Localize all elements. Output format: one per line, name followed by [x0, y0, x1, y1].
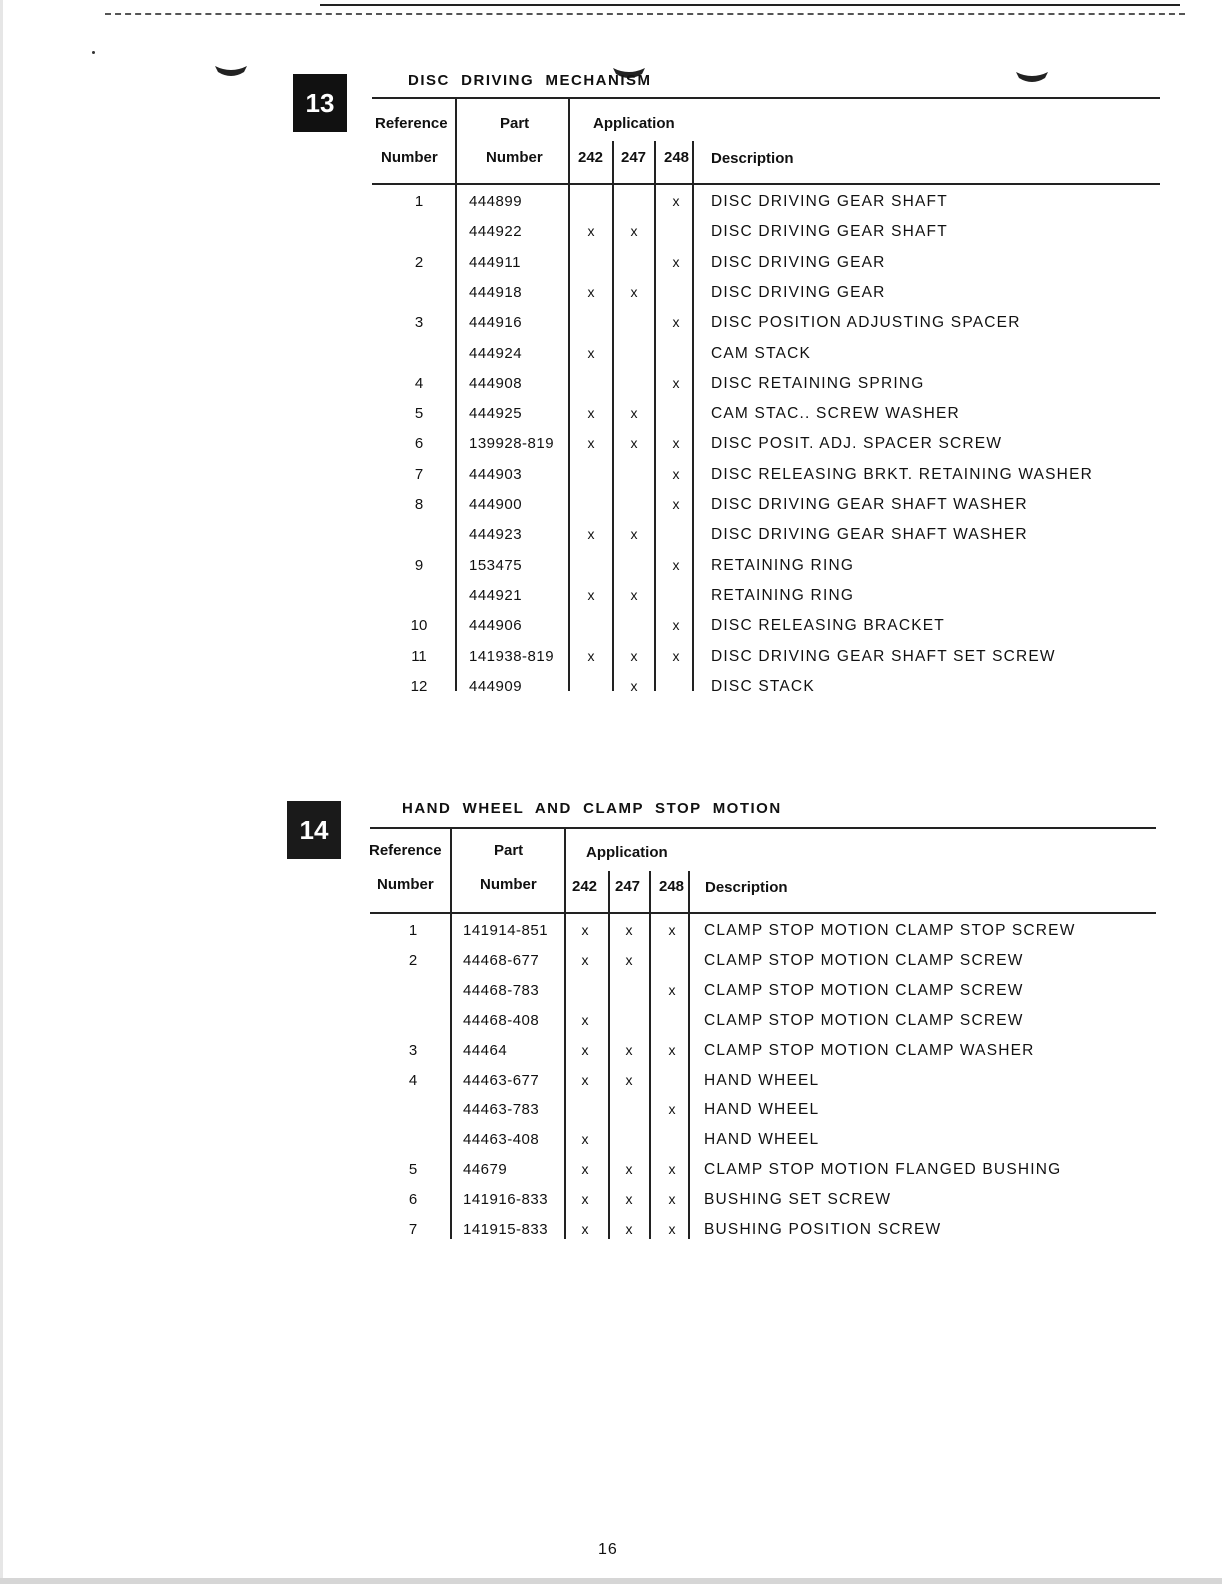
description-cell: BUSHING SET SCREW	[704, 1191, 892, 1209]
application-248-cell: x	[668, 1191, 676, 1208]
part-number-cell: 444903	[469, 465, 523, 483]
part-number-cell: 44468-783	[463, 981, 540, 999]
table-row	[370, 916, 1156, 946]
application-247-cell: x	[625, 1041, 633, 1058]
part-number-cell: 44463-408	[463, 1131, 540, 1149]
header-description: Description	[711, 150, 794, 167]
application-248-cell: x	[672, 496, 680, 512]
table-row	[372, 369, 1160, 399]
header-model-242: 242	[572, 878, 598, 895]
table-row	[372, 551, 1160, 581]
header-number: Number	[381, 149, 438, 166]
header-part-number: Number	[486, 149, 543, 166]
description-cell: DISC STACK	[711, 677, 815, 695]
table-row	[372, 308, 1160, 338]
description-cell: DISC DRIVING GEAR	[711, 253, 886, 271]
part-number-cell: 141938-819	[469, 647, 555, 665]
header-part: Part	[494, 842, 524, 859]
application-247-cell: x	[625, 1161, 633, 1178]
header-model-248: 248	[659, 878, 685, 895]
application-242-cell: x	[581, 1131, 589, 1148]
reference-number-cell: 4	[414, 374, 424, 392]
application-242-cell: x	[587, 405, 595, 422]
table-row	[370, 1185, 1156, 1215]
application-248-cell: x	[672, 617, 680, 634]
part-number-cell: 44679	[463, 1161, 508, 1179]
description-cell: DISC RELEASING BRKT. RETAINING WASHER	[711, 465, 1094, 483]
table-row	[372, 217, 1160, 247]
part-number-cell: 141914-851	[463, 922, 549, 939]
header-model-248: 248	[664, 149, 690, 166]
top-border-line	[320, 4, 1180, 6]
description-cell: CLAMP STOP MOTION CLAMP SCREW	[704, 951, 1024, 969]
part-number-cell: 444909	[469, 677, 523, 695]
description-cell: DISC DRIVING GEAR SHAFT	[711, 223, 948, 241]
parts-table-14	[370, 827, 1156, 1247]
top-dashed-rule	[105, 13, 1185, 15]
reference-number-cell: 1	[414, 193, 424, 210]
part-number-cell: 444908	[469, 374, 523, 392]
application-247-cell: x	[625, 1071, 633, 1088]
part-number-cell: 444906	[469, 617, 523, 635]
reference-number-cell: 7	[408, 1221, 418, 1238]
section-badge-13: 13	[293, 74, 347, 132]
table-row	[372, 399, 1160, 429]
part-number-cell: 141915-833	[463, 1221, 549, 1238]
section-title-14: HAND WHEEL AND CLAMP STOP MOTION	[402, 800, 782, 817]
description-cell: DISC DRIVING GEAR SHAFT	[711, 193, 948, 210]
application-242-cell: x	[581, 1011, 589, 1028]
application-242-cell: x	[587, 344, 595, 361]
reference-number-cell: 3	[408, 1041, 418, 1059]
part-number-cell: 44464	[463, 1041, 508, 1059]
application-248-cell: x	[672, 374, 680, 391]
header-model-242: 242	[578, 149, 604, 166]
application-242-cell: x	[587, 435, 595, 452]
description-cell: HAND WHEEL	[704, 1101, 820, 1119]
application-247-cell: x	[630, 223, 638, 240]
part-number-cell: 44463-783	[463, 1101, 540, 1119]
application-247-cell: x	[625, 1221, 633, 1237]
application-247-cell: x	[630, 405, 638, 422]
header-application: Application	[593, 115, 675, 132]
application-242-cell: x	[587, 223, 595, 240]
application-248-cell: x	[672, 314, 680, 331]
description-cell: CAM STAC.. SCREW WASHER	[711, 405, 960, 423]
reference-number-cell: 10	[410, 617, 428, 635]
description-cell: DISC DRIVING GEAR SHAFT SET SCREW	[711, 647, 1056, 665]
application-248-cell: x	[668, 1221, 676, 1237]
table-row	[370, 976, 1156, 1006]
application-248-cell: x	[668, 981, 676, 998]
header-number: Number	[377, 876, 434, 893]
description-cell: HAND WHEEL	[704, 1071, 820, 1089]
application-248-cell: x	[668, 1161, 676, 1178]
table-row	[372, 278, 1160, 308]
scan-edge	[0, 0, 3, 1584]
header-reference: Reference	[369, 842, 442, 859]
application-247-cell: x	[630, 526, 638, 543]
table-row	[372, 672, 1160, 702]
description-cell: CLAMP STOP MOTION CLAMP SCREW	[704, 981, 1024, 999]
description-cell: DISC POSITION ADJUSTING SPACER	[711, 314, 1021, 332]
description-cell: RETAINING RING	[711, 556, 855, 574]
table-row	[370, 1006, 1156, 1036]
application-248-cell: x	[672, 647, 680, 664]
table-row	[372, 339, 1160, 369]
description-cell: CAM STACK	[711, 344, 812, 362]
application-248-cell: x	[668, 922, 676, 938]
application-247-cell: x	[630, 435, 638, 452]
table-header-rule	[370, 912, 1156, 914]
application-242-cell: x	[587, 526, 595, 543]
punch-mark-right-icon	[1015, 70, 1049, 86]
table-row	[372, 611, 1160, 641]
description-cell: CLAMP STOP MOTION CLAMP STOP SCREW	[704, 922, 1076, 939]
description-cell: BUSHING POSITION SCREW	[704, 1221, 942, 1238]
part-number-cell: 44463-677	[463, 1071, 540, 1089]
parts-table-13	[372, 97, 1160, 697]
scan-bottom-edge	[0, 1578, 1222, 1584]
reference-number-cell: 6	[408, 1191, 418, 1209]
header-reference: Reference	[375, 115, 448, 132]
part-number-cell: 444918	[469, 283, 523, 301]
part-number-cell: 153475	[469, 556, 523, 574]
part-number-cell: 444921	[469, 586, 523, 604]
header-part: Part	[500, 115, 530, 132]
part-number-cell: 444900	[469, 496, 523, 513]
table-row	[372, 520, 1160, 550]
part-number-cell: 139928-819	[469, 435, 555, 453]
scan-speck	[92, 51, 95, 54]
part-number-cell: 444922	[469, 223, 523, 241]
table-row	[370, 1095, 1156, 1125]
application-248-cell: x	[672, 253, 680, 270]
reference-number-cell: 7	[414, 465, 424, 483]
description-cell: DISC DRIVING GEAR	[711, 283, 886, 301]
application-248-cell: x	[672, 465, 680, 482]
description-cell: CLAMP STOP MOTION CLAMP SCREW	[704, 1011, 1024, 1029]
page-number: 16	[598, 1541, 618, 1558]
part-number-cell: 444924	[469, 344, 523, 362]
application-242-cell: x	[587, 647, 595, 664]
description-cell: CLAMP STOP MOTION FLANGED BUSHING	[704, 1161, 1062, 1179]
application-242-cell: x	[587, 586, 595, 603]
reference-number-cell: 11	[411, 647, 427, 665]
table-top-rule	[372, 97, 1160, 99]
application-248-cell: x	[672, 435, 680, 452]
application-247-cell: x	[630, 647, 638, 664]
header-model-247: 247	[615, 878, 641, 895]
application-248-cell: x	[668, 1041, 676, 1058]
application-242-cell: x	[581, 1221, 589, 1237]
description-cell: DISC RELEASING BRACKET	[711, 617, 945, 635]
application-247-cell: x	[630, 677, 638, 694]
application-247-cell: x	[625, 922, 633, 938]
application-242-cell: x	[587, 283, 595, 300]
description-cell: RETAINING RING	[711, 586, 855, 604]
table-row	[370, 1036, 1156, 1066]
header-part-number: Number	[480, 876, 537, 893]
reference-number-cell: 4	[408, 1071, 418, 1089]
reference-number-cell: 5	[414, 405, 424, 423]
description-cell: DISC DRIVING GEAR SHAFT WASHER	[711, 496, 1028, 513]
reference-number-cell: 12	[410, 677, 428, 695]
header-description: Description	[705, 879, 788, 896]
part-number-cell: 444911	[469, 253, 521, 271]
application-248-cell: x	[668, 1101, 676, 1118]
header-application: Application	[586, 844, 668, 861]
description-cell: CLAMP STOP MOTION CLAMP WASHER	[704, 1041, 1035, 1059]
reference-number-cell: 5	[408, 1161, 418, 1179]
part-number-cell: 44468-408	[463, 1011, 540, 1029]
application-242-cell: x	[581, 1041, 589, 1058]
part-number-cell: 444925	[469, 405, 523, 423]
application-247-cell: x	[630, 586, 638, 603]
part-number-cell: 44468-677	[463, 951, 540, 969]
table-row	[370, 1215, 1156, 1245]
table-row	[372, 429, 1160, 459]
part-number-cell: 141916-833	[463, 1191, 549, 1209]
table-row	[370, 1155, 1156, 1185]
table-row	[372, 581, 1160, 611]
reference-number-cell: 9	[414, 556, 424, 574]
application-247-cell: x	[625, 1191, 633, 1208]
description-cell: DISC POSIT. ADJ. SPACER SCREW	[711, 435, 1003, 453]
application-247-cell: x	[625, 951, 633, 968]
reference-number-cell: 6	[414, 435, 424, 453]
application-242-cell: x	[581, 922, 589, 938]
table-top-rule	[370, 827, 1156, 829]
application-242-cell: x	[581, 1161, 589, 1178]
table-row	[372, 187, 1160, 217]
table-row	[372, 490, 1160, 520]
reference-number-cell: 3	[414, 314, 424, 332]
part-number-cell: 444899	[469, 193, 523, 210]
table-header-rule	[372, 183, 1160, 185]
reference-number-cell: 8	[414, 496, 424, 513]
punch-mark-left-icon	[214, 64, 248, 80]
table-row	[370, 1066, 1156, 1096]
section-title-13: DISC DRIVING MECHANISM	[408, 72, 652, 89]
application-242-cell: x	[581, 951, 589, 968]
reference-number-cell: 2	[414, 253, 424, 271]
table-row	[372, 642, 1160, 672]
part-number-cell: 444923	[469, 526, 523, 544]
section-badge-14: 14	[287, 801, 341, 859]
description-cell: DISC RETAINING SPRING	[711, 374, 925, 392]
application-247-cell: x	[630, 283, 638, 300]
application-248-cell: x	[672, 556, 680, 573]
header-model-247: 247	[621, 149, 647, 166]
description-cell: HAND WHEEL	[704, 1131, 820, 1149]
table-row	[372, 460, 1160, 490]
description-cell: DISC DRIVING GEAR SHAFT WASHER	[711, 526, 1028, 544]
application-248-cell: x	[672, 193, 680, 209]
application-242-cell: x	[581, 1071, 589, 1088]
table-row	[372, 248, 1160, 278]
table-row	[370, 946, 1156, 976]
table-row	[370, 1125, 1156, 1155]
application-242-cell: x	[581, 1191, 589, 1208]
reference-number-cell: 1	[408, 922, 418, 939]
part-number-cell: 444916	[469, 314, 523, 332]
reference-number-cell: 2	[408, 951, 418, 969]
